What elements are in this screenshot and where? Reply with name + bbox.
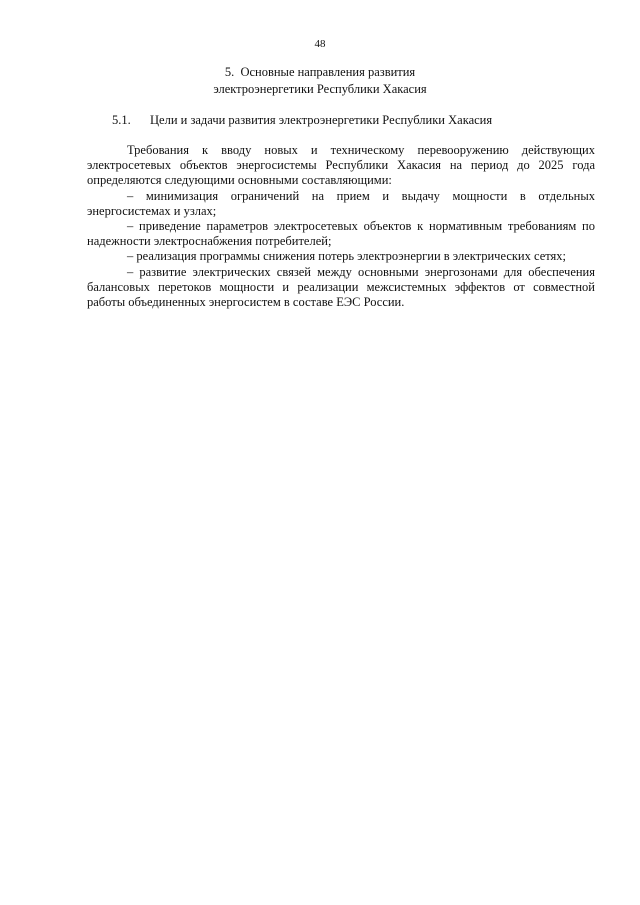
chapter-title-line-1 — [0, 64, 640, 81]
list-item: – реализация программы снижения потерь электроэнергии в электрических сетях; — [127, 249, 567, 264]
chapter-title-text-1: Основные направления развития — [240, 65, 416, 79]
chapter-title — [0, 64, 640, 98]
list-item: – минимизация ограничений на прием и выдачу мощности в отдельных энергосистемах и узлах; — [87, 188, 595, 218]
section-heading — [112, 113, 492, 128]
intro-paragraph: Требования к вводу новых и техническому перевооружению действующих электросетевых объектов энергосистемы Республики Хакасия на период до 2025 года определяются следующими основными составляющими: — [87, 143, 595, 188]
body-text — [87, 143, 595, 310]
list-item: – приведение параметров электросетевых объектов к нормативным требованиям по надежности электроснабжения потребителей; — [87, 219, 595, 249]
chapter-title-line-2: электроэнергетики Республики Хакасия — [213, 82, 427, 96]
page-number: 48 — [314, 38, 326, 50]
list-item: – развитие электрических связей между основными энергозонами для обеспечения балансовых перетоков мощности и реализации межсистемных эффектов от совместной работы объединенных энергосистем в составе ЕЭС России. — [87, 264, 595, 310]
section-title: Цели и задачи развития электроэнергетики Республики Хакасия — [150, 113, 493, 127]
chapter-number: 5. — [224, 65, 235, 79]
section-number: 5.1. — [112, 113, 131, 127]
requirements-list — [87, 189, 595, 311]
